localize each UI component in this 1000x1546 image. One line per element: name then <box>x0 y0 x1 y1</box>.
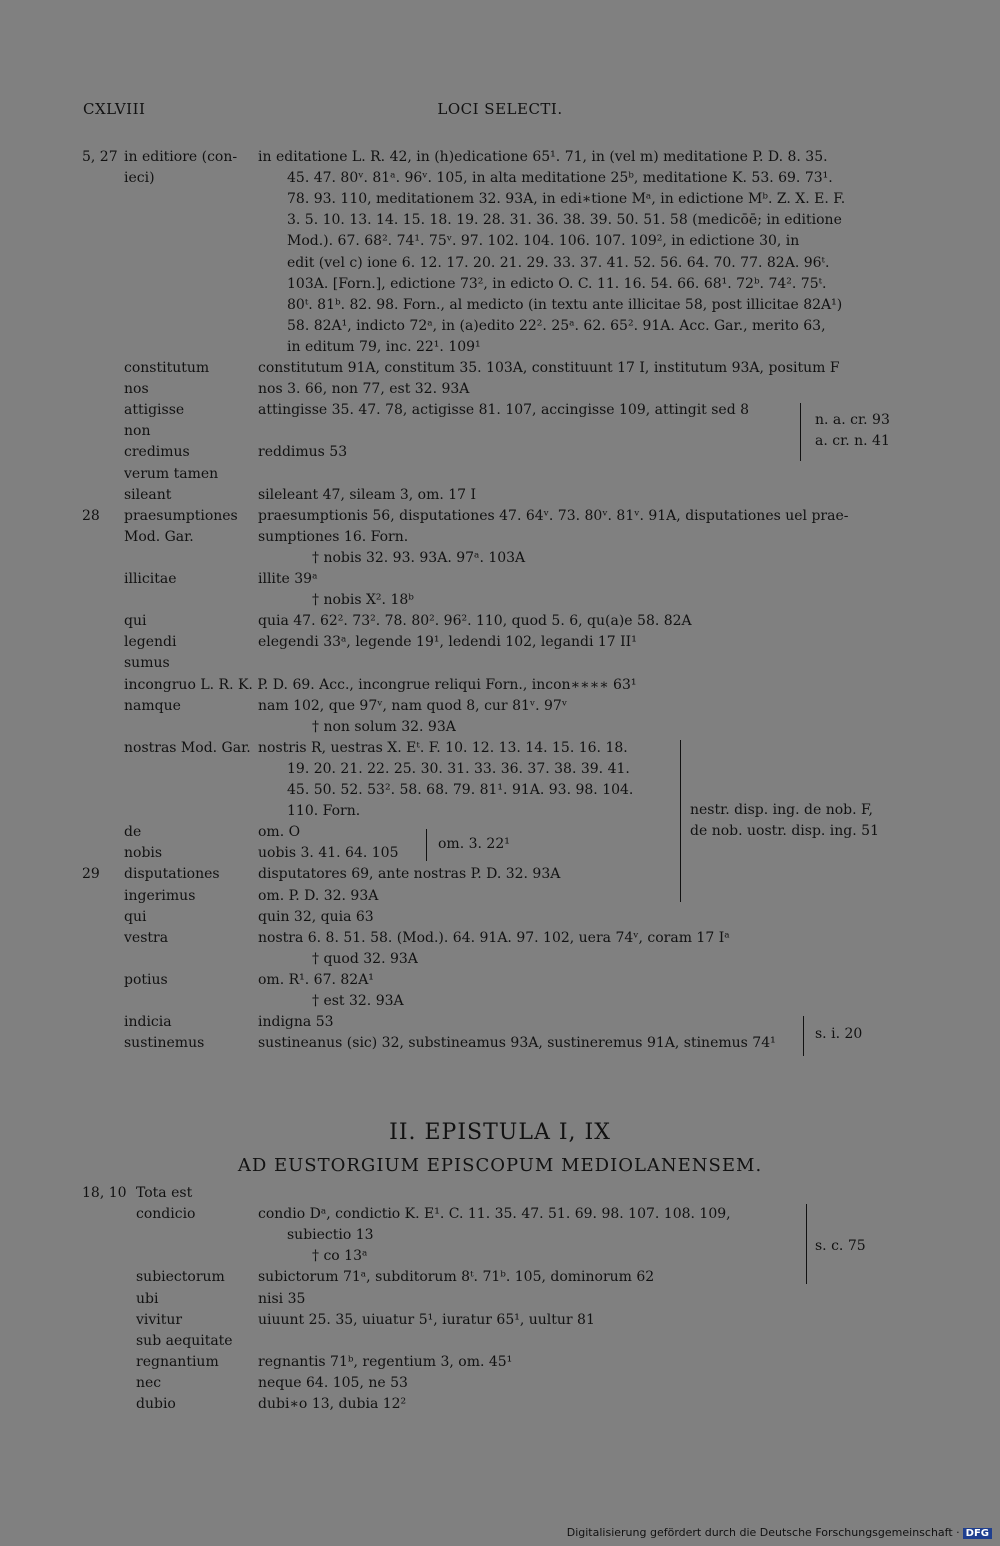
variant-readings: reddimus 53 <box>258 444 348 461</box>
apparatus-row <box>0 253 1000 274</box>
variant-readings: constitutum 91A, constitum 35. 103A, constituunt 17 I, institutum 93A, positum F <box>258 360 840 376</box>
variant-readings: 78. 93. 110, meditationem 32. 93A, in edi∗tione Mᵃ, in edictione Mᵇ. Z. X. E. F. <box>287 191 846 208</box>
lemma: verum tamen <box>124 465 219 482</box>
variant-readings: † quod 32. 93A <box>312 950 418 967</box>
section-title: II. EPISTULA I, IX <box>389 1120 611 1145</box>
apparatus-row <box>0 1331 1000 1352</box>
lemma: nobis <box>124 845 163 862</box>
variant-readings: 45. 47. 80ᵛ. 81ᵃ. 96ᵛ. 105, in alta meditatione 25ᵇ, meditatione K. 53. 69. 73¹. <box>287 170 833 187</box>
variant-readings: sustineanus (sic) 32, substineamus 93A, sustineremus 91A, stinemus 74¹ <box>258 1035 776 1052</box>
lemma: sub aequitate <box>136 1332 233 1349</box>
lemma: namque <box>124 697 181 714</box>
variant-readings: dubi∗o 13, dubia 12² <box>258 1396 407 1412</box>
lemma: nec <box>136 1374 162 1391</box>
lemma: subiectorum <box>136 1269 225 1286</box>
lemma: Mod. Gar. <box>124 528 194 545</box>
apparatus-row <box>0 991 1000 1012</box>
variant-readings: elegendi 33ᵃ, legende 19¹, ledendi 102, legandi 17 II¹ <box>258 634 637 651</box>
variant-readings: om. O <box>258 824 301 841</box>
apparatus-row <box>0 548 1000 569</box>
lemma: attigisse <box>124 402 185 419</box>
apparatus-row <box>0 928 1000 949</box>
note-nobis-om: om. 3. 22¹ <box>438 836 510 852</box>
lemma: incongruo L. R. K. P. D. 69. Acc., incongrue reliqui Forn., incon∗∗∗∗ 63¹ <box>124 676 637 693</box>
variant-readings: 45. 50. 52. 53². 58. 68. 79. 81¹. 91A. 93. 98. 104. <box>287 782 634 798</box>
apparatus-row <box>0 949 1000 970</box>
lemma: sumus <box>124 655 170 672</box>
apparatus-row <box>0 316 1000 337</box>
lemma: potius <box>124 971 168 988</box>
page-numeral: CXLVIII <box>83 100 146 118</box>
brace-condicio <box>800 1204 807 1284</box>
variant-readings: disputatores 69, ante nostras P. D. 32. 93A <box>258 866 561 883</box>
lemma: vivitur <box>136 1311 183 1328</box>
lemma: praesumptiones <box>124 507 238 524</box>
dfg-logo: DFG <box>963 1528 992 1539</box>
variant-readings: subiectio 13 <box>287 1227 374 1244</box>
apparatus-row <box>0 1352 1000 1373</box>
lemma: sileant <box>124 486 172 503</box>
variant-readings: sumptiones 16. Forn. <box>258 528 409 545</box>
note-credimus-b: a. cr. n. 41 <box>815 433 890 449</box>
variant-readings: attingisse 35. 47. 78, actigisse 81. 107, accingisse 109, attingit sed 8 <box>258 402 750 419</box>
apparatus-row <box>0 696 1000 717</box>
apparatus-row <box>0 1267 1000 1288</box>
variant-readings: 103A. [Forn.], edictione 73², in edicto O. C. 11. 16. 54. 66. 68¹. 72ᵇ. 74². 75ᵗ. <box>287 275 827 292</box>
apparatus-row <box>0 464 1000 485</box>
section-subtitle: AD EUSTORGIUM EPISCOPUM MEDIOLANENSEM. <box>237 1155 763 1176</box>
apparatus-row <box>0 632 1000 653</box>
variant-readings: om. R¹. 67. 82A¹ <box>258 971 374 988</box>
variant-readings: illite 39ᵃ <box>258 571 318 587</box>
line-number: 28 <box>82 507 100 524</box>
brace-indicia <box>798 1016 804 1056</box>
variant-readings: † nobis X². 18ᵇ <box>312 592 414 609</box>
note-nostras-b: de nob. uostr. disp. ing. 51 <box>690 823 879 839</box>
apparatus-row <box>0 358 1000 379</box>
apparatus-row <box>0 653 1000 674</box>
brace-nobis <box>422 829 427 861</box>
apparatus-row <box>0 1183 1000 1204</box>
variant-readings: nos 3. 66, non 77, est 32. 93A <box>258 381 470 398</box>
variant-readings: in editatione L. R. 42, in (h)edicatione 65¹. 71, in (vel m) meditatione P. D. 8. 35. <box>258 149 828 165</box>
apparatus-row <box>0 295 1000 316</box>
apparatus-row <box>0 569 1000 590</box>
apparatus-row <box>0 717 1000 738</box>
note-credimus-a: n. a. cr. 93 <box>815 412 890 428</box>
apparatus-row <box>0 147 1000 168</box>
apparatus-row <box>0 485 1000 506</box>
lemma: dubio <box>136 1396 176 1412</box>
lemma: sustinemus <box>124 1035 205 1052</box>
variant-readings: nam 102, que 97ᵛ, nam quod 8, cur 81ᵛ. 97ᵛ <box>258 697 568 714</box>
lemma: nostras Mod. Gar. <box>124 739 251 756</box>
apparatus-row <box>0 231 1000 252</box>
lemma: vestra <box>124 929 169 946</box>
variant-readings: condio Dᵃ, condictio K. E¹. C. 11. 35. 47. 51. 69. 98. 107. 108. 109, <box>258 1206 731 1223</box>
apparatus-row <box>0 738 1000 759</box>
apparatus-row <box>0 189 1000 210</box>
variant-readings: indigna 53 <box>258 1014 334 1031</box>
variant-readings: regnantis 71ᵇ, regentium 3, om. 45¹ <box>258 1353 513 1370</box>
lemma: regnantium <box>136 1353 219 1370</box>
variant-readings: uiuunt 25. 35, uiuatur 5¹, iuratur 65¹, uultur 81 <box>258 1311 595 1328</box>
lemma: indicia <box>124 1014 172 1031</box>
lemma: de <box>124 824 142 841</box>
apparatus-row <box>0 886 1000 907</box>
variant-readings: sileleant 47, sileam 3, om. 17 I <box>258 486 477 503</box>
apparatus-row <box>0 780 1000 801</box>
line-number: 18, 10 <box>82 1185 127 1201</box>
note-condicio: s. c. 75 <box>815 1238 866 1254</box>
variant-readings: 80ᵗ. 81ᵇ. 82. 98. Forn., al medicto (in textu ante illicitae 58, post illicitae 82A¹) <box>287 296 843 313</box>
apparatus-row <box>0 907 1000 928</box>
apparatus-row <box>0 759 1000 780</box>
variant-readings: † non solum 32. 93A <box>312 718 456 735</box>
variant-readings: praesumptionis 56, disputationes 47. 64ᵛ. 73. 80ᵛ. 81ᵛ. 91A, disputationes uel prae- <box>258 507 849 524</box>
variant-readings: † co 13ᵃ <box>312 1248 368 1265</box>
note-nostras-a: nestr. disp. ing. de nob. F, <box>690 802 873 818</box>
apparatus-row <box>0 210 1000 231</box>
apparatus-row <box>0 970 1000 991</box>
variant-readings: 19. 20. 21. 22. 25. 30. 31. 33. 36. 37. 38. 39. 41. <box>287 760 630 777</box>
lemma: in editiore (con- <box>124 149 238 165</box>
variant-readings: edit (vel c) ione 6. 12. 17. 20. 21. 29. 33. 37. 41. 52. 56. 64. 70. 77. 82A. 96ᵗ. <box>287 254 830 271</box>
note-indicia: s. i. 20 <box>815 1026 863 1042</box>
lemma: nos <box>124 381 149 398</box>
apparatus-row <box>0 675 1000 696</box>
footer-credit <box>567 1526 992 1539</box>
variant-readings: neque 64. 105, ne 53 <box>258 1374 408 1391</box>
lemma: non <box>124 423 151 440</box>
running-title: LOCI SELECTI. <box>437 100 563 118</box>
apparatus-row <box>0 611 1000 632</box>
variant-readings: subictorum 71ᵃ, subditorum 8ᵗ. 71ᵇ. 105, dominorum 62 <box>258 1269 655 1286</box>
lemma: disputationes <box>124 866 220 883</box>
variant-readings: † est 32. 93A <box>312 993 404 1009</box>
variant-readings: quin 32, quia 63 <box>258 908 374 925</box>
apparatus-row <box>0 506 1000 527</box>
lemma: qui <box>124 613 147 630</box>
apparatus-row <box>0 1373 1000 1394</box>
lemma: credimus <box>124 444 190 461</box>
brace-credimus <box>794 403 801 461</box>
apparatus-row <box>0 864 1000 885</box>
apparatus-row <box>0 1289 1000 1310</box>
lemma: constitutum <box>124 360 210 376</box>
variant-readings: nostra 6. 8. 51. 58. (Mod.). 64. 91A. 97. 102, uera 74ᵛ, coram 17 Iᵃ <box>258 929 730 946</box>
line-number: 5, 27 <box>82 149 118 165</box>
lemma: ubi <box>136 1290 159 1307</box>
brace-nostras <box>672 740 681 902</box>
variant-readings: in editum 79, inc. 22¹. 109¹ <box>287 338 481 355</box>
variant-readings: 58. 82A¹, indicto 72ᵃ, in (a)edito 22². 25ᵃ. 62. 65². 91A. Acc. Gar., merito 63, <box>287 317 826 334</box>
apparatus-row <box>0 1394 1000 1415</box>
lemma: illicitae <box>124 571 177 587</box>
lemma: ieci) <box>124 170 155 187</box>
lemma: legendi <box>124 634 177 651</box>
apparatus-row <box>0 337 1000 358</box>
variant-readings: 3. 5. 10. 13. 14. 15. 18. 19. 28. 31. 36. 38. 39. 50. 51. 58 (medicōē; in editione <box>287 212 842 229</box>
variant-readings: nostris R, uestras X. Eᵗ. F. 10. 12. 13. 14. 15. 16. 18. <box>258 739 628 756</box>
footer-text: Digitalisierung gefördert durch die Deutsche Forschungsgemeinschaft · <box>566 1526 960 1539</box>
apparatus-row <box>0 379 1000 400</box>
apparatus-row <box>0 527 1000 548</box>
apparatus-row <box>0 1204 1000 1225</box>
apparatus-row <box>0 1310 1000 1331</box>
lemma: qui <box>124 908 147 925</box>
apparatus-row <box>0 168 1000 189</box>
lemma: condicio <box>136 1206 196 1223</box>
variant-readings: Mod.). 67. 68². 74¹. 75ᵛ. 97. 102. 104. 106. 107. 109², in edictione 30, in <box>287 233 800 250</box>
variant-readings: om. P. D. 32. 93A <box>258 887 379 904</box>
variant-readings: uobis 3. 41. 64. 105 <box>258 845 399 862</box>
line-number: 29 <box>82 866 100 883</box>
lemma: Tota est <box>136 1185 193 1201</box>
variant-readings: 110. Forn. <box>287 803 361 820</box>
lemma: ingerimus <box>124 887 196 904</box>
variant-readings: quia 47. 62². 73². 78. 80². 96². 110, quod 5. 6, qu(a)e 58. 82A <box>258 613 692 630</box>
variant-readings: † nobis 32. 93. 93A. 97ᵃ. 103A <box>312 549 526 566</box>
apparatus-row <box>0 590 1000 611</box>
variant-readings: nisi 35 <box>258 1290 306 1307</box>
apparatus-row <box>0 274 1000 295</box>
